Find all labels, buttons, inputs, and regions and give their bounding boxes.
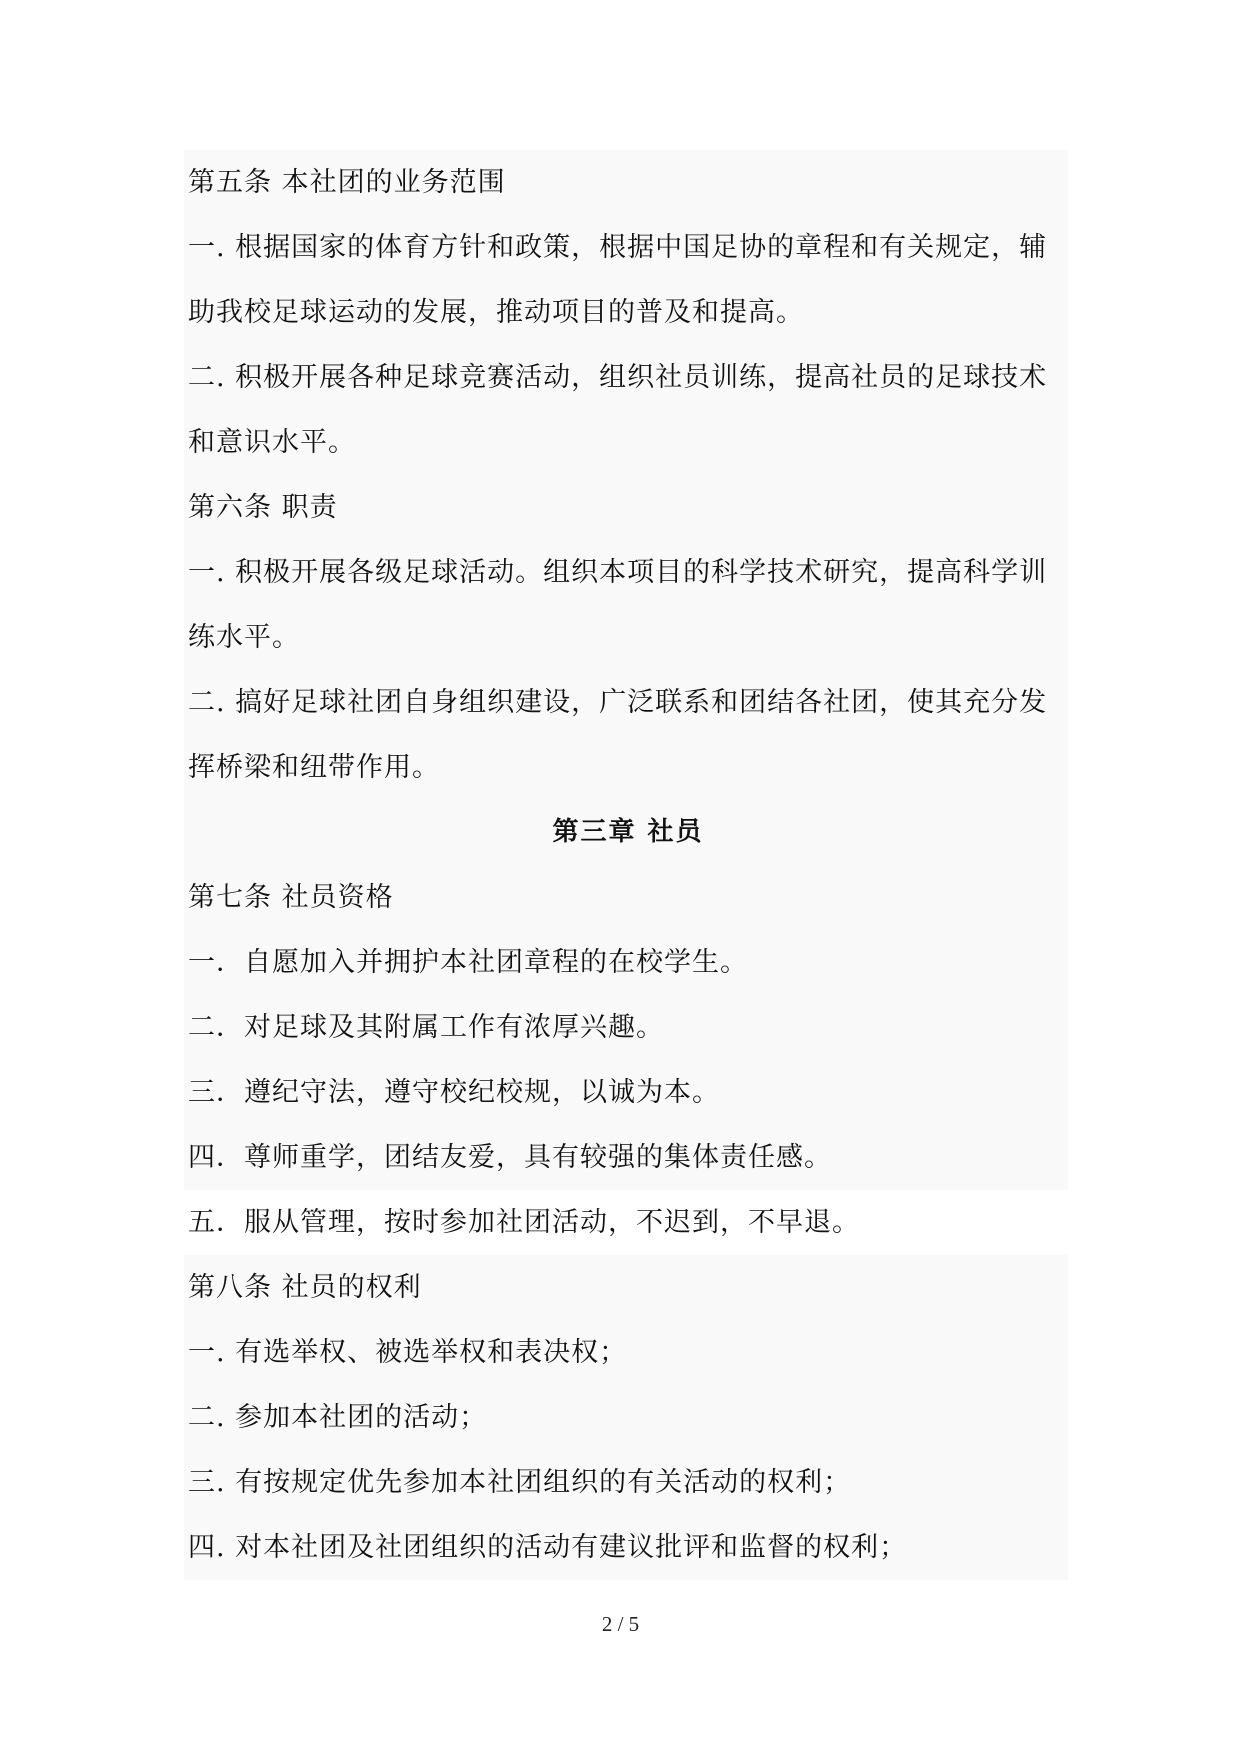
article-5-item-1-cont: 助我校足球运动的发展，推动项目的普及和提高。 [188, 297, 804, 328]
article-7-item-3: 三．遵纪守法，遵守校纪校规，以诚为本。 [188, 1077, 720, 1108]
article-7-title: 第七条 社员资格 [188, 882, 394, 913]
article-5-item-2-cont: 和意识水平。 [188, 427, 356, 458]
article-6-item-1: 一. 积极开展各级足球活动。组织本项目的科学技术研究，提高科学训 [188, 557, 1048, 588]
article-8-item-1: 一. 有选举权、被选举权和表决权； [188, 1337, 628, 1368]
article-5-item-2: 二. 积极开展各种足球竞赛活动，组织社员训练，提高社员的足球技术 [188, 362, 1048, 393]
article-8-item-4: 四. 对本社团及社团组织的活动有建议批评和监督的权利； [188, 1532, 908, 1563]
document-body [184, 150, 1068, 1580]
article-6-item-1-cont: 练水平。 [188, 622, 300, 653]
article-5-title: 第五条 本社团的业务范围 [188, 167, 506, 198]
article-8-title: 第八条 社员的权利 [188, 1272, 422, 1303]
article-6-title: 第六条 职责 [188, 492, 338, 523]
article-8-item-3: 三. 有按规定优先参加本社团组织的有关活动的权利； [188, 1467, 852, 1498]
article-8-item-2: 二. 参加本社团的活动； [188, 1402, 488, 1433]
article-7-item-4: 四．尊师重学，团结友爱，具有较强的集体责任感。 [188, 1142, 832, 1173]
article-6-item-2: 二. 搞好足球社团自身组织建设，广泛联系和团结各社团，使其充分发 [188, 687, 1048, 718]
article-7-item-1: 一．自愿加入并拥护本社团章程的在校学生。 [188, 947, 748, 978]
article-5-item-1: 一. 根据国家的体育方针和政策，根据中国足协的章程和有关规定，辅 [188, 232, 1048, 263]
article-6-item-2-cont: 挥桥梁和纽带作用。 [188, 752, 440, 783]
article-7-item-5: 五．服从管理，按时参加社团活动，不迟到，不早退。 [184, 1190, 1068, 1255]
article-7-item-2: 二．对足球及其附属工作有浓厚兴趣。 [188, 1012, 664, 1043]
chapter-3-heading: 第三章 社员 [552, 817, 704, 847]
page-number: 2 / 5 [601, 1612, 640, 1636]
